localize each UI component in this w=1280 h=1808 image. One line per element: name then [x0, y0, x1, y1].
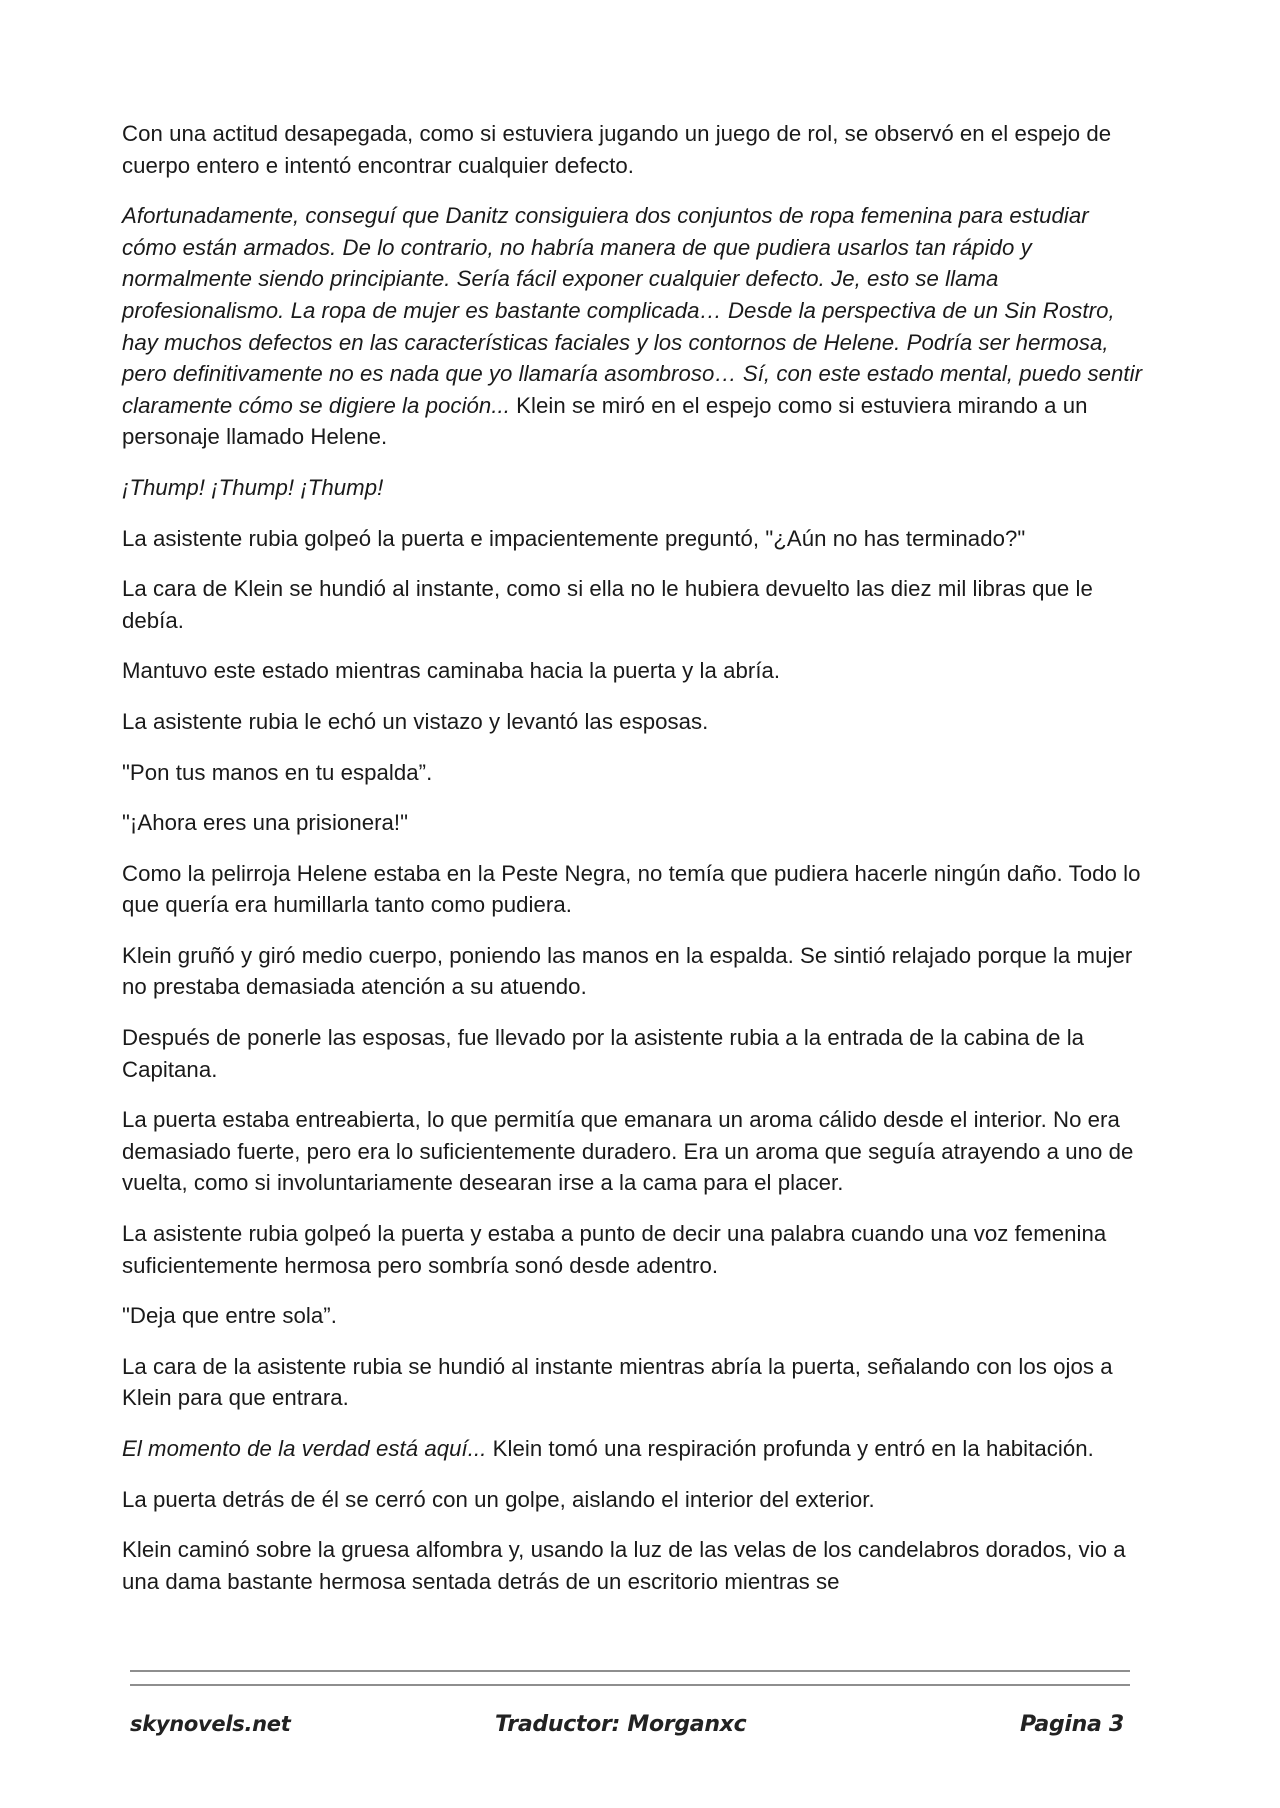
body-paragraph	[122, 940, 1142, 1003]
text-run: "¡Ahora eres una prisionera!"	[122, 810, 409, 836]
body-paragraph	[122, 1484, 1142, 1516]
footer-page-number: Pagina 3	[1020, 1712, 1124, 1737]
text-run: La asistente rubia golpeó la puerta e impacientemente preguntó, "¿Aún no has terminado?"	[122, 525, 1026, 551]
body-paragraph	[122, 858, 1142, 921]
text-run: Como la pelirroja Helene estaba en la Peste Negra, no temía que pudiera hacerle ningún daño. Todo lo que quería era humillarla tanto como pudiera.	[122, 860, 1141, 918]
text-run: Mantuvo este estado mientras caminaba hacia la puerta y la abría.	[122, 658, 781, 684]
body-paragraph	[122, 118, 1142, 181]
body-paragraph	[122, 807, 1142, 839]
body-paragraph	[122, 200, 1142, 453]
text-run: La puerta estaba entreabierta, lo que permitía que emanara un aroma cálido desde el interior. No era demasiado fuerte, pero era lo suficientemente duradero. Era un aroma que seguía atrayendo a uno de vuelta, como si involuntariamente desearan irse a la cama para el placer.	[122, 1107, 1134, 1196]
body-paragraph	[122, 1534, 1142, 1597]
body-paragraph	[122, 706, 1142, 738]
text-run: Klein tomó una respiración profunda y entró en la habitación.	[486, 1436, 1094, 1461]
text-run: Klein caminó sobre la gruesa alfombra y, usando la luz de las velas de los candelabros dorados, vio a una dama bastante hermosa sentada detrás de un escritorio mientras se	[122, 1537, 1126, 1594]
footer-translator: Traductor: Morganxc	[495, 1712, 747, 1737]
body-paragraph	[122, 523, 1142, 555]
text-run: Después de ponerle las esposas, fue llevado por la asistente rubia a la entrada de la cabina de la Capitana.	[122, 1025, 1085, 1082]
text-run: La asistente rubia golpeó la puerta y estaba a punto de decir una palabra cuando una voz femenina suficientemente hermosa pero sombría sonó desde adentro.	[122, 1221, 1107, 1278]
divider-line-bottom	[130, 1684, 1130, 1686]
text-run: La asistente rubia le echó un vistazo y levantó las esposas.	[122, 708, 709, 734]
page-body	[122, 118, 1142, 1616]
body-paragraph	[122, 1300, 1142, 1332]
body-paragraph	[122, 1351, 1142, 1414]
page-footer	[0, 1712, 1280, 1752]
body-paragraph	[122, 655, 1142, 687]
text-run: La cara de Klein se hundió al instante, como si ella no le hubiera devuelto las diez mil libras que le debía.	[122, 576, 1093, 633]
body-paragraph	[122, 1433, 1142, 1465]
divider-line-top	[130, 1670, 1130, 1672]
body-paragraph	[122, 1104, 1142, 1199]
body-paragraph	[122, 1218, 1142, 1281]
text-run: "Pon tus manos en tu espalda”.	[122, 759, 433, 785]
body-paragraph	[122, 757, 1142, 789]
body-paragraph	[122, 573, 1142, 636]
italic-text-run: ¡Thump! ¡Thump! ¡Thump!	[122, 474, 384, 500]
italic-text-run: El momento de la verdad está aquí...	[122, 1436, 487, 1461]
text-run: Klein se miró en el espejo como si estuviera mirando a un personaje llamado Helene.	[122, 392, 1088, 450]
text-run: Klein gruñó y giró medio cuerpo, poniendo las manos en la espalda. Se sintió relajado porque la mujer no prestaba demasiada atención a su atuendo.	[122, 942, 1133, 1000]
text-run: Con una actitud desapegada, como si estuviera jugando un juego de rol, se observó en el espejo de cuerpo entero e intentó encontrar cualquier defecto.	[122, 121, 1112, 178]
footer-site-name: skynovels.net	[130, 1712, 291, 1736]
footer-divider	[130, 1670, 1130, 1686]
body-paragraph	[122, 472, 1142, 504]
body-paragraph	[122, 1022, 1142, 1085]
italic-text-run: Afortunadamente, conseguí que Danitz consiguiera dos conjuntos de ropa femenina para estudiar cómo están armados. De lo contrario, no habría manera de que pudiera usarlos tan rápido y normalmente siendo principiante. Sería fácil exponer cualquier defecto. Je, esto se llama profesionalismo. La ropa de mujer es bastante complicada… Desde la perspectiva de un Sin Rostro, hay muchos defectos en las características faciales y los contornos de Helene. Podría ser hermosa, pero definitivamente no es nada que yo llamaría asombroso… Sí, con este estado mental, puedo sentir claramente cómo se digiere la poción...	[122, 203, 1143, 418]
text-run: La puerta detrás de él se cerró con un golpe, aislando el interior del exterior.	[122, 1486, 875, 1512]
text-run: La cara de la asistente rubia se hundió al instante mientras abría la puerta, señalando con los ojos a Klein para que entrara.	[122, 1353, 1113, 1411]
text-run: "Deja que entre sola”.	[122, 1303, 337, 1329]
